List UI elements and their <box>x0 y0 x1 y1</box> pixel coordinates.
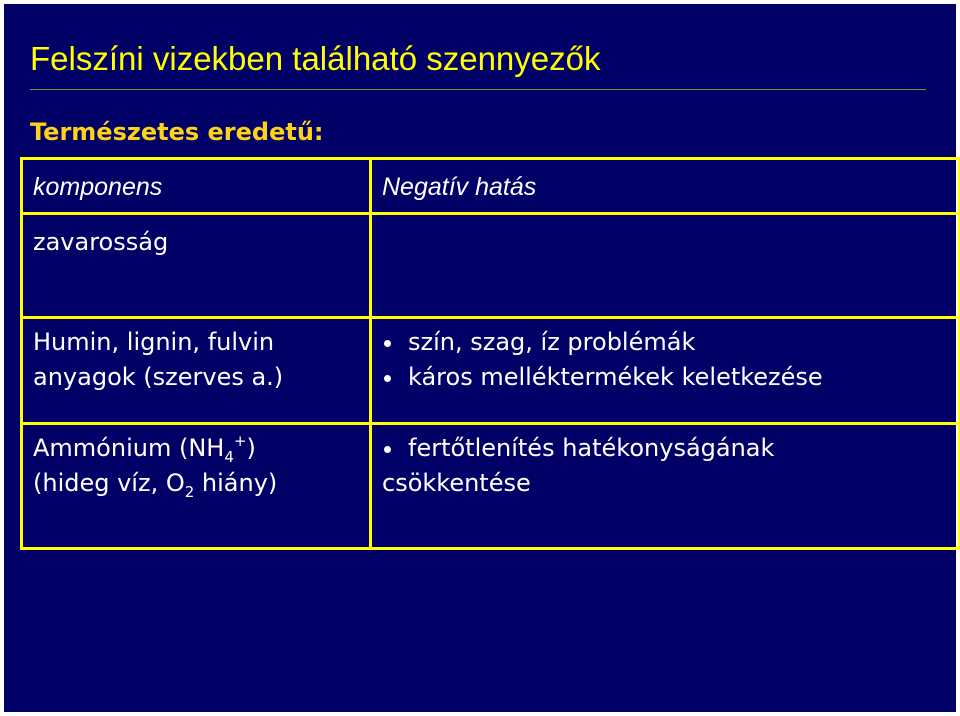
header-cell-component <box>22 159 371 214</box>
header-component-label: komponens <box>33 173 163 201</box>
ammonium-subscript: 4 <box>224 448 234 466</box>
table-row <box>22 424 960 549</box>
section-subtitle: Természetes eredetű: <box>30 118 324 146</box>
effect-bullet-item: fertőtlenítés hatékonyságának <box>382 431 958 466</box>
effect-cell <box>371 424 960 549</box>
ammonium-suffix: ) <box>246 434 256 462</box>
effect-continuation: csökkentése <box>382 469 531 497</box>
component-cell <box>22 424 371 549</box>
effect-cell <box>371 318 960 424</box>
oxygen-line <box>33 466 369 501</box>
oxygen-suffix: hiány) <box>194 469 278 497</box>
oxygen-prefix: (hideg víz, O <box>33 469 185 497</box>
oxygen-subscript: 2 <box>184 483 195 501</box>
slide-title: Felszíni vizekben található szennyezők <box>30 40 601 77</box>
ammonium-prefix: Ammónium (NH <box>33 434 225 462</box>
ammonium-line <box>33 431 369 466</box>
pollutant-table <box>20 157 960 550</box>
header-effect-label: Negatív hatás <box>382 173 537 201</box>
table-row <box>22 318 960 424</box>
header-cell-effect <box>371 159 960 214</box>
component-cell <box>22 318 371 424</box>
component-text-line: Humin, lignin, fulvin <box>33 328 275 356</box>
component-cell <box>22 214 371 318</box>
table-row <box>22 214 960 318</box>
component-text-line: anyagok (szerves a.) <box>33 363 284 391</box>
effect-cell <box>371 214 960 318</box>
component-text: zavarosság <box>33 228 169 256</box>
effect-bullet-item: szín, szag, íz problémák <box>382 325 958 360</box>
title-divider <box>30 89 926 90</box>
ammonium-superscript: + <box>233 432 247 450</box>
table-header-row <box>22 159 960 214</box>
effect-bullet-item: káros melléktermékek keletkezése <box>382 360 958 395</box>
